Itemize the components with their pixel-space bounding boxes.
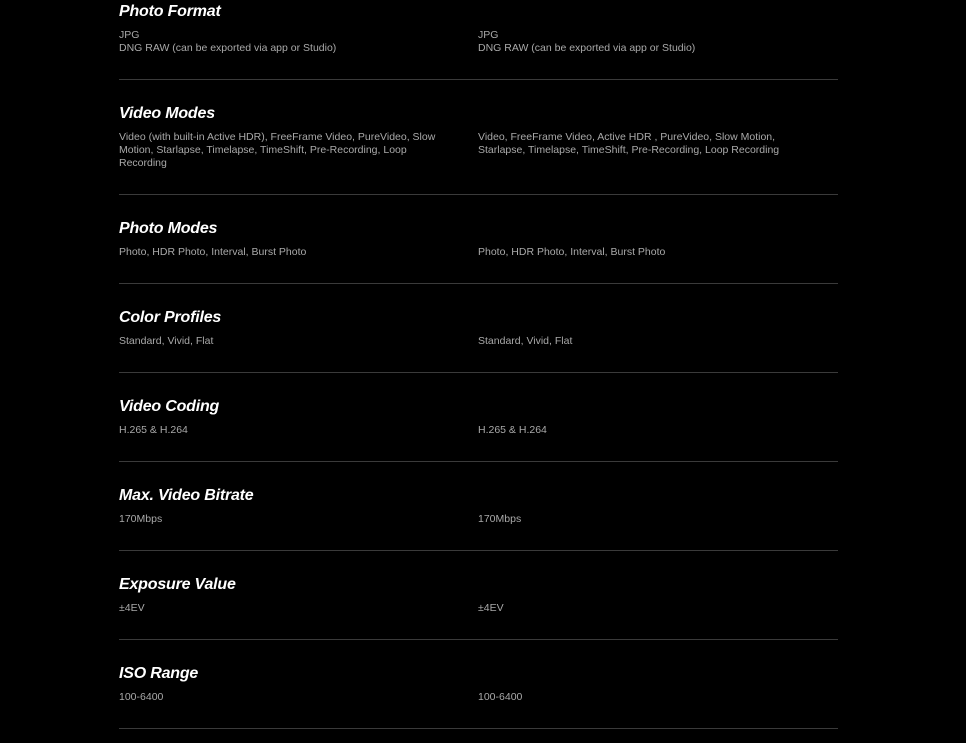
spec-row-iso-range [119, 640, 838, 729]
spec-title: Video Modes [119, 105, 215, 122]
spec-value-line: ±4EV [119, 602, 145, 614]
spec-value-right [478, 513, 823, 526]
spec-value-line: Video (with built-in Active HDR), FreeFrame Video, PureVideo, Slow [119, 131, 436, 143]
spec-title: Exposure Value [119, 576, 236, 593]
spec-value-line: 170Mbps [478, 513, 522, 525]
spec-value-left [119, 691, 464, 704]
spec-value-right [478, 246, 823, 259]
spec-title: Photo Modes [119, 220, 218, 237]
spec-value-line: DNG RAW (can be exported via app or Studio) [478, 42, 696, 54]
spec-value-right [478, 602, 823, 615]
spec-value-left [119, 246, 464, 259]
spec-value-line: Recording [119, 157, 167, 169]
spec-row-video-coding [119, 373, 838, 462]
spec-value-left [119, 29, 464, 55]
spec-title: Video Coding [119, 398, 220, 415]
spec-title: Max. Video Bitrate [119, 487, 254, 504]
spec-value-left [119, 424, 464, 437]
spec-value-line: 100-6400 [119, 691, 164, 703]
spec-value-line: Photo, HDR Photo, Interval, Burst Photo [478, 246, 666, 258]
spec-value-line: H.265 & H.264 [119, 424, 188, 436]
spec-row-exposure-value [119, 551, 838, 640]
spec-value-left [119, 335, 464, 348]
spec-value-line: ±4EV [478, 602, 504, 614]
spec-value-line: 100-6400 [478, 691, 523, 703]
spec-value-right [478, 424, 823, 437]
spec-value-line: Standard, Vivid, Flat [119, 335, 214, 347]
spec-row-video-modes [119, 80, 838, 195]
spec-value-left [119, 602, 464, 615]
spec-value-line: Photo, HDR Photo, Interval, Burst Photo [119, 246, 307, 258]
spec-value-right [478, 691, 823, 704]
spec-value-line: 170Mbps [119, 513, 163, 525]
spec-value-left [119, 131, 464, 170]
spec-value-line: DNG RAW (can be exported via app or Studio) [119, 42, 337, 54]
spec-value-line: H.265 & H.264 [478, 424, 547, 436]
spec-row-photo-format [119, 0, 838, 80]
spec-value-left [119, 513, 464, 526]
spec-row-photo-modes [119, 195, 838, 284]
spec-title: Photo Format [119, 3, 221, 20]
spec-row-max-video-bitrate [119, 462, 838, 551]
spec-value-right [478, 29, 823, 55]
spec-value-line: JPG [478, 29, 499, 41]
spec-value-line: JPG [119, 29, 140, 41]
spec-value-right [478, 335, 823, 348]
spec-comparison-table [119, 0, 838, 729]
spec-title: Color Profiles [119, 309, 222, 326]
spec-value-right [478, 131, 823, 157]
spec-row-color-profiles [119, 284, 838, 373]
spec-value-line: Starlapse, Timelapse, TimeShift, Pre-Recording, Loop Recording [478, 144, 780, 156]
spec-title: ISO Range [119, 665, 199, 682]
spec-value-line: Standard, Vivid, Flat [478, 335, 573, 347]
spec-value-line: Video, FreeFrame Video, Active HDR , PureVideo, Slow Motion, [478, 131, 776, 143]
spec-value-line: Motion, Starlapse, Timelapse, TimeShift, Pre-Recording, Loop [119, 144, 407, 156]
